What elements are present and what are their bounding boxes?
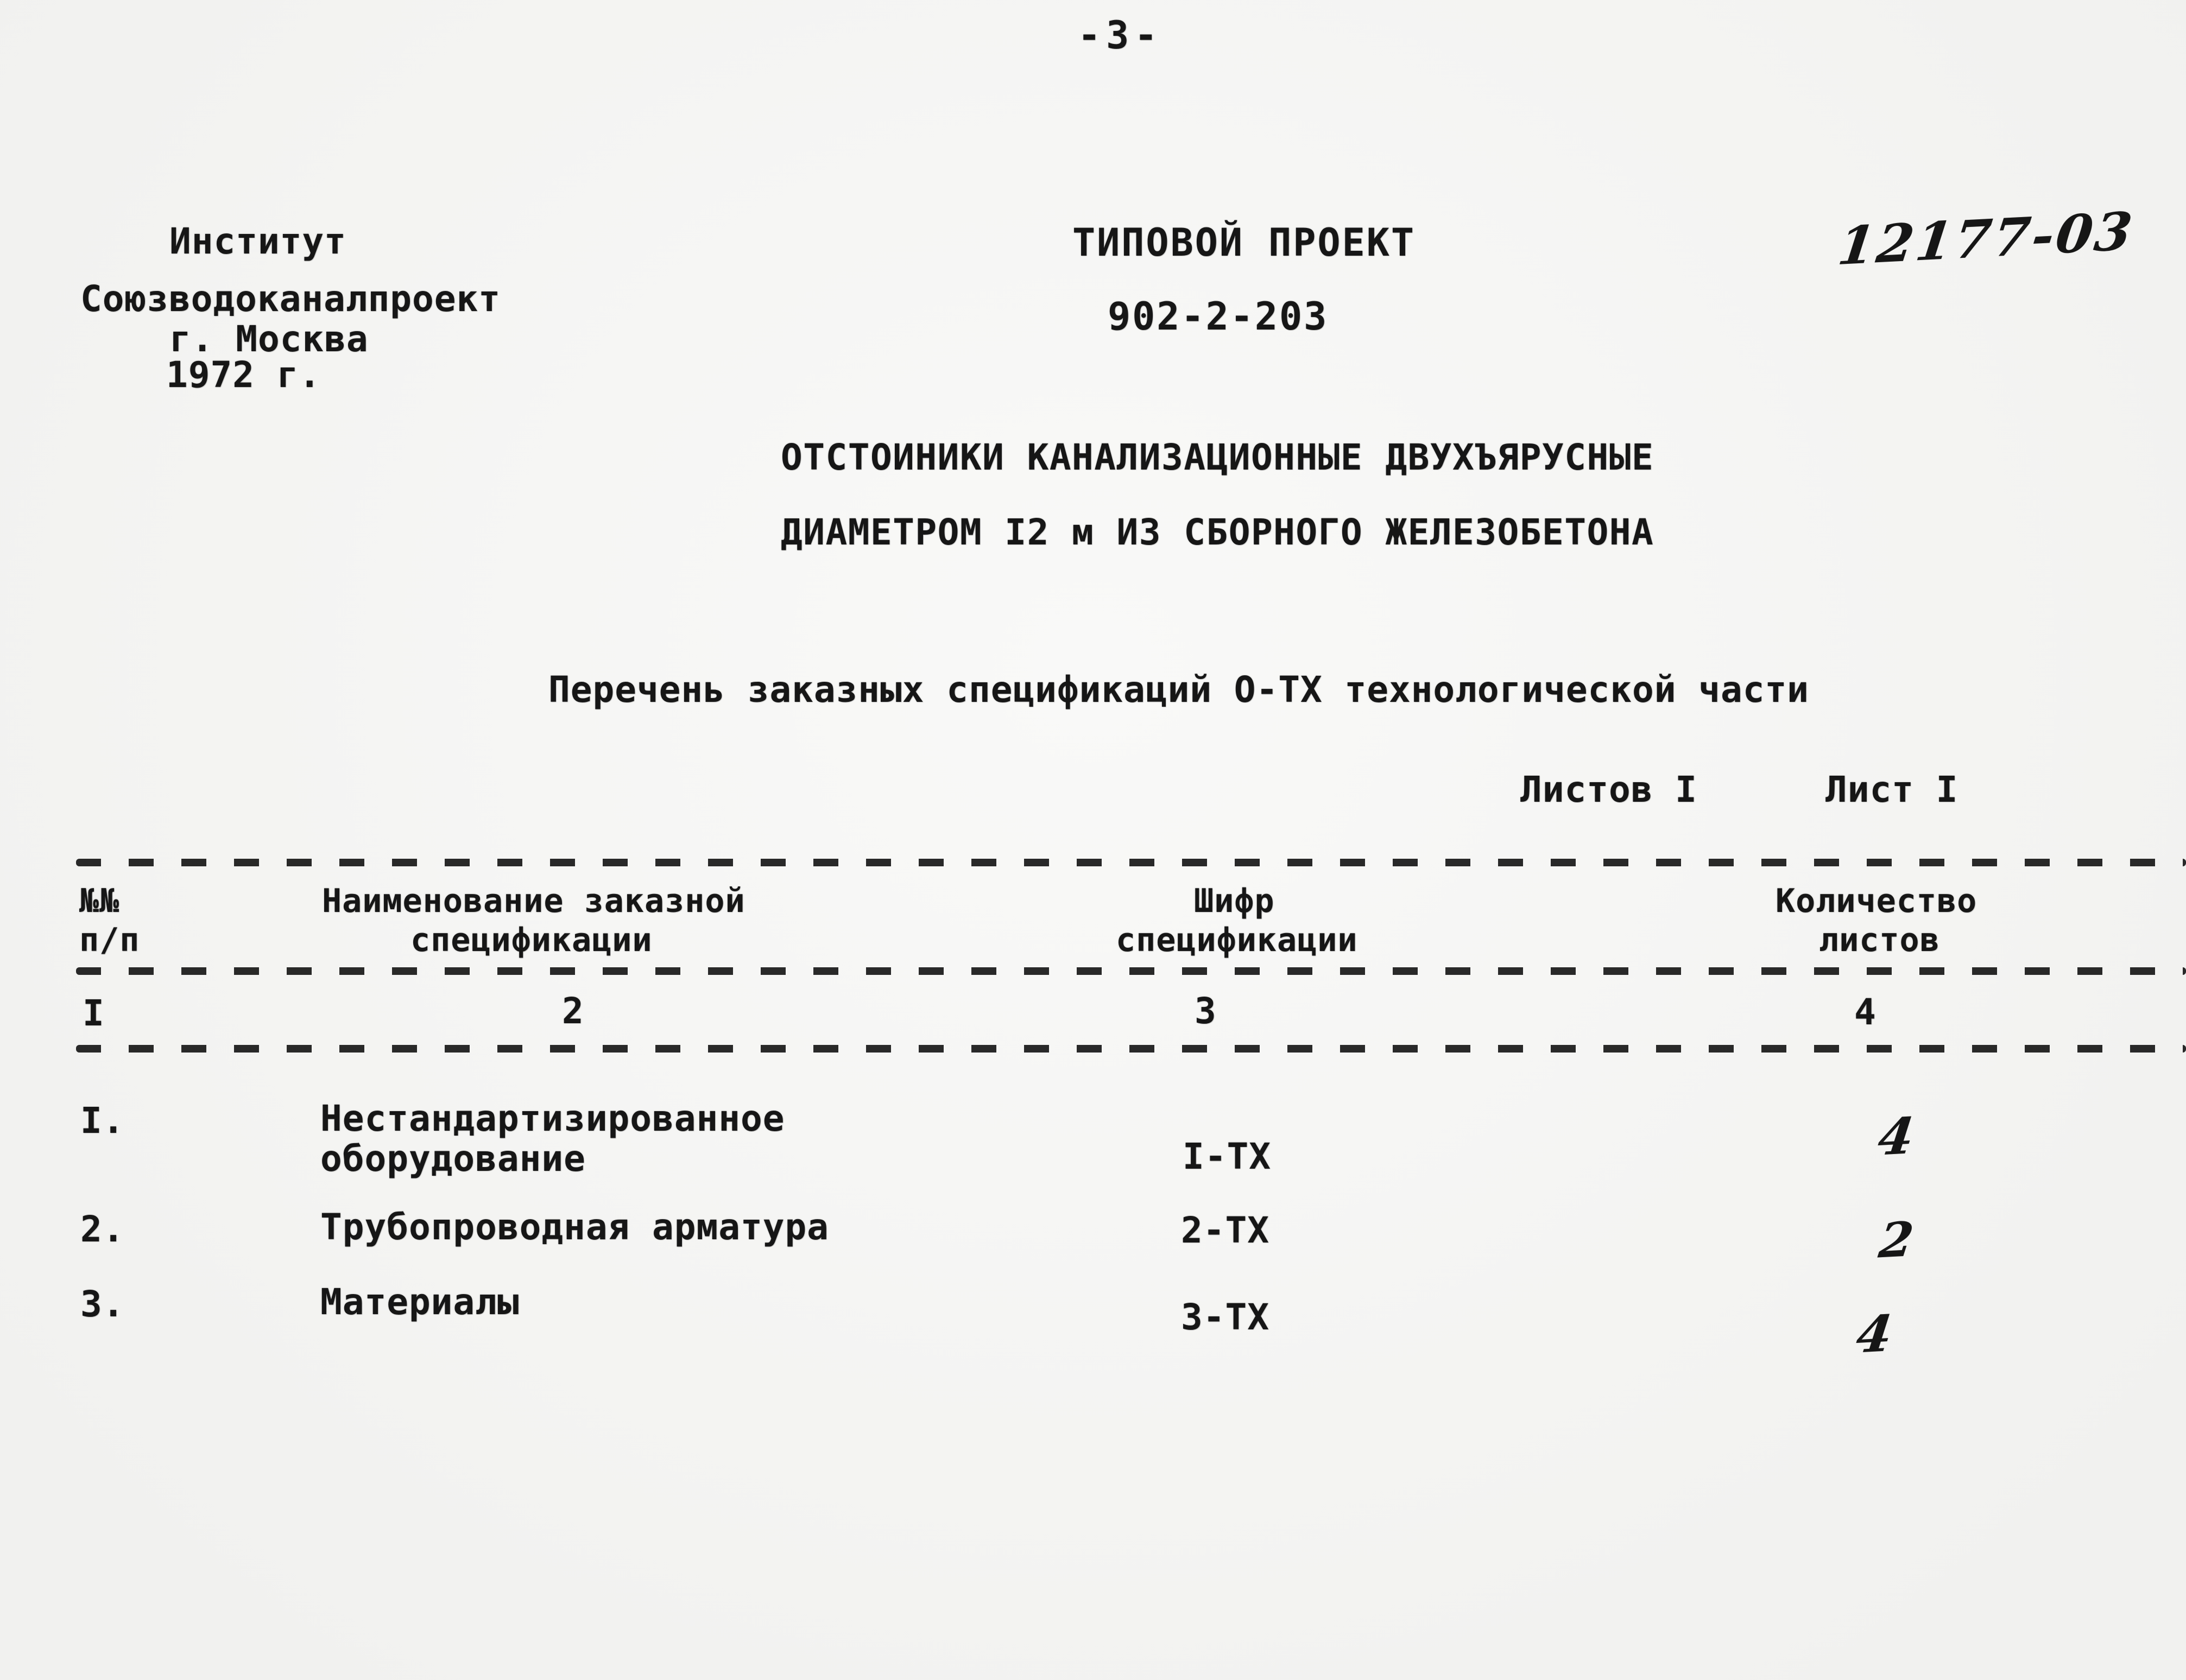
document-subtitle: Перечень заказных спецификаций О-ТХ технологической части (548, 669, 1809, 711)
document-title-line1: ОТСТОИНИКИ КАНАЛИЗАЦИОННЫЕ ДВУХЪЯРУСНЫЕ (781, 436, 1654, 478)
table-rule-top (76, 859, 2186, 866)
row1-name-line2: оборудование (320, 1138, 586, 1180)
header-col2-line2: спецификации (410, 921, 653, 959)
sheet-current: Лист I (1825, 769, 1958, 810)
row1-name-line1: Нестандартизированное (320, 1098, 785, 1139)
letterhead-institute: Институт (169, 220, 346, 262)
table-rule-under-colnums (76, 1045, 2186, 1053)
document-title-line2: ДИАМЕТРОМ I2 м ИЗ СБОРНОГО ЖЕЛЕЗОБЕТОНА (781, 511, 1654, 553)
header-col4-line2: листов (1819, 921, 1940, 959)
header-col3-line1: Шифр (1194, 882, 1275, 920)
column-number-4: 4 (1854, 991, 1877, 1033)
header-col1-line2: п/п (79, 921, 140, 959)
letterhead-city: г. Москва (169, 318, 369, 360)
project-number: 902-2-203 (1108, 294, 1329, 339)
column-number-3: 3 (1195, 990, 1217, 1032)
row2-number: 2. (80, 1208, 125, 1250)
row3-code: 3-ТХ (1181, 1296, 1269, 1338)
sheets-total: Листов I (1520, 769, 1697, 810)
letterhead-year: 1972 г. (166, 354, 321, 396)
header-col4-line1: Количество (1776, 882, 1977, 920)
column-number-1: I (83, 992, 105, 1034)
row3-name-line1: Материалы (320, 1281, 520, 1323)
row3-sheet-count-handwritten: 4 (1853, 1304, 1896, 1365)
page-number: -3- (1078, 13, 1163, 58)
header-col3-line2: спецификации (1116, 921, 1358, 959)
header-col2-line1: Наименование заказной (322, 882, 745, 920)
column-number-2: 2 (562, 990, 584, 1032)
row2-name-line1: Трубопроводная арматура (320, 1206, 829, 1248)
row1-code: I-ТХ (1183, 1136, 1271, 1177)
row2-sheet-count-handwritten: 2 (1876, 1210, 1917, 1269)
table-rule-under-header (76, 967, 2186, 975)
letterhead-organization: Союзводоканалпроект (80, 278, 501, 320)
row1-sheet-count-handwritten: 4 (1875, 1106, 1917, 1167)
header-col1-line1: №№ (79, 882, 120, 920)
row1-number: I. (80, 1100, 125, 1142)
project-type-label: ТИПОВОЙ ПРОЕКТ (1072, 220, 1416, 265)
handwritten-project-code: 12177-03 (1834, 200, 2138, 277)
row3-number: 3. (80, 1283, 125, 1325)
row2-code: 2-ТХ (1181, 1209, 1269, 1251)
